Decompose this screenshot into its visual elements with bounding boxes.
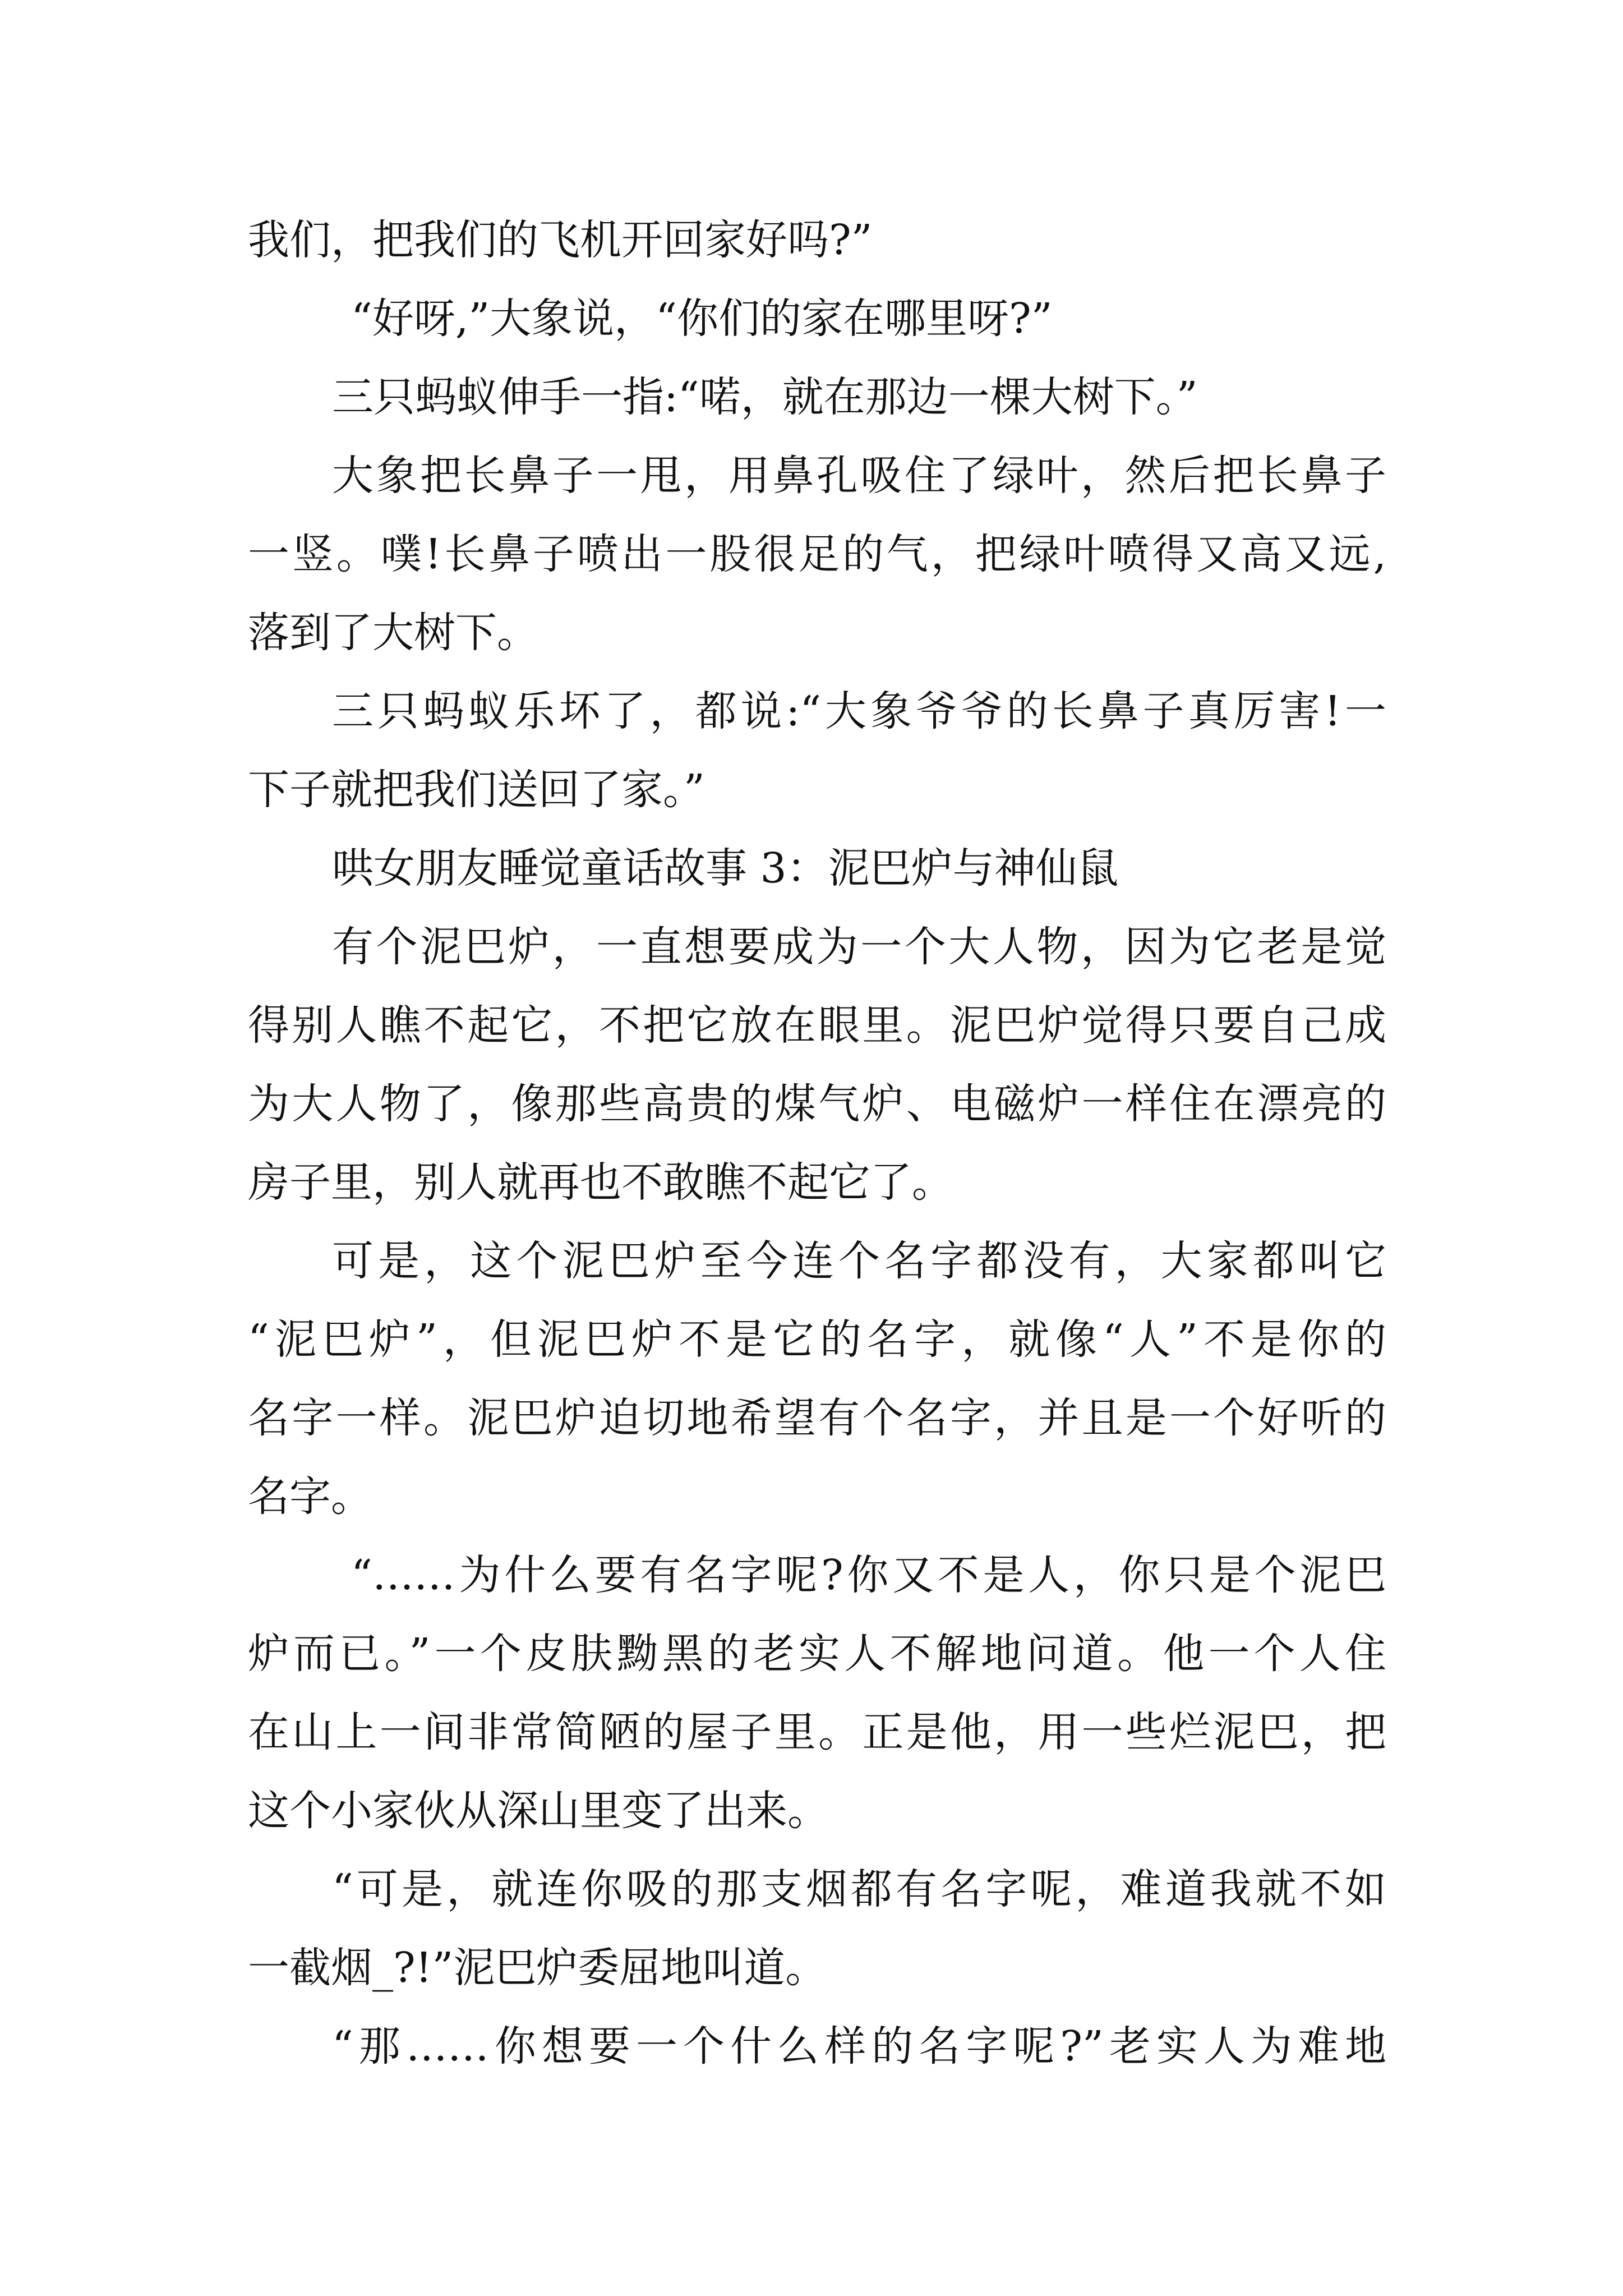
text-line: 落到了大树下。 bbox=[248, 609, 538, 657]
text-line: 名字一样。泥巴炉迫切地希望有个名字，并且是一个好听的 bbox=[248, 1394, 1386, 1442]
text-line: 这个小家伙从深山里变了出来。 bbox=[248, 1787, 829, 1835]
text-line: 下子就把我们送回了家。” bbox=[248, 766, 705, 814]
text-line: 我们，把我们的飞机开回家好吗?” bbox=[248, 216, 873, 264]
text-line: 一竖。噗!长鼻子喷出一股很足的气，把绿叶喷得又高又远, bbox=[248, 530, 1386, 578]
text-line: “可是，就连你吸的那支烟都有名字呢，难道我就不如 bbox=[332, 1865, 1386, 1913]
text-line: 可是，这个泥巴炉至今连个名字都没有，大家都叫它 bbox=[332, 1237, 1386, 1285]
section-heading: 哄女朋友睡觉童话故事 3：泥巴炉与神仙鼠 bbox=[332, 844, 1119, 892]
text-line: 在山上一间非常简陋的屋子里。正是他，用一些烂泥巴，把 bbox=[248, 1708, 1386, 1756]
text-line: “……为什么要有名字呢?你又不是人，你只是个泥巴 bbox=[351, 1551, 1386, 1599]
text-line: 炉而已。”一个皮肤黝黑的老实人不解地问道。他一个人住 bbox=[248, 1630, 1386, 1678]
text-line: 大象把长鼻子一甩，用鼻孔吸住了绿叶，然后把长鼻子 bbox=[332, 452, 1386, 500]
text-line: 得别人瞧不起它，不把它放在眼里。泥巴炉觉得只要自己成 bbox=[248, 1001, 1386, 1050]
text-line: 有个泥巴炉，一直想要成为一个大人物，因为它老是觉 bbox=[332, 923, 1386, 971]
text-line: 名字。 bbox=[248, 1473, 372, 1521]
text-line: 一截烟_?!”泥巴炉委屈地叫道。 bbox=[248, 1944, 827, 1992]
text-line: 房子里，别人就再也不敢瞧不起它了。 bbox=[248, 1158, 953, 1207]
text-line: “泥巴炉”，但泥巴炉不是它的名字，就像“人”不是你的 bbox=[248, 1315, 1386, 1364]
text-line: 为大人物了，像那些高贵的煤气炉、电磁炉一样住在漂亮的 bbox=[248, 1080, 1386, 1128]
text-line: 三只蚂蚁乐坏了，都说:“大象爷爷的长鼻子真厉害!一 bbox=[332, 687, 1386, 735]
text-line: 三只蚂蚁伸手一指:“喏，就在那边一棵大树下。” bbox=[332, 373, 1198, 421]
body-text bbox=[248, 201, 1386, 2086]
text-line: “好呀,”大象说，“你们的家在哪里呀?” bbox=[351, 295, 1053, 343]
text-line: “那……你想要一个什么样的名字呢?”老实人为难地 bbox=[332, 2022, 1386, 2070]
